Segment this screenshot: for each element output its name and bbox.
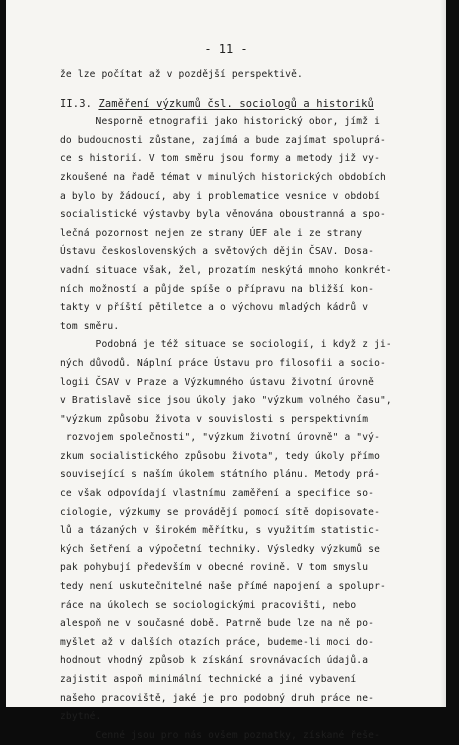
text-line: socialistické výstavby byla věnována oboustranná a spo- (60, 209, 386, 221)
body-lines (60, 113, 440, 745)
text-line: pak pohybují především v obecné rovině. V tom smyslu (60, 562, 369, 574)
text-line: ráce na úkolech se sociologickými pracovišti, nebo (60, 599, 357, 611)
text-line: kých šetření a výpočetní techniky. Výsledky výzkumů se (60, 543, 380, 555)
text-line: hodnout vhodný způsob k získání srovnávacích údajů.a (60, 655, 369, 667)
text-line: Ústavu československých a světových dějin ČSAV. Dosa- (60, 246, 375, 258)
text-line: že lze počítat až v pozdější perspektivě. (60, 69, 303, 80)
text-line: rozvojem společnosti", "výzkum životní úrovně" a "vý- (60, 432, 380, 444)
section-heading (60, 95, 440, 114)
document-page (6, 0, 446, 741)
text-line: zbytné. (60, 711, 102, 723)
text-line: zajistit aspoň minimální technické a jiné vybavení (60, 674, 357, 685)
text-line: ce s historií. V tom směru jsou formy a metody již vy- (60, 153, 380, 165)
text-line: do budoucnosti zůstane, zajímá a bude zajímat spoluprá- (60, 134, 386, 146)
text-line: a bylo by žádoucí, aby i problematice vesnice v období (60, 190, 380, 202)
text-line: logii ČSAV v Praze a Výzkumného ústavu životní úrovně (60, 376, 375, 388)
text-line: vadní situace však, žel, prozatím neskýtá mnoho konkrét- (60, 264, 392, 276)
paragraph-gap (60, 85, 440, 95)
page-number: - 11 - (204, 42, 248, 56)
text-line: ních možností a půjde spíše o přípravu na bližší kon- (60, 283, 375, 295)
text-line: Cenné jsou pro nás ovšem poznatky, získané řeše- (60, 729, 380, 741)
text-line: tom směru. (60, 320, 120, 332)
text-line: Podobná je též situace se sociologií, i když z ji- (60, 339, 392, 351)
text-line: zkum socialistického způsobu života", tedy úkoly přímo (60, 450, 380, 462)
text-line: ce však odpovídají vlastnímu zaměření a specifice so- (60, 488, 375, 500)
section-number: II.3. (60, 97, 99, 110)
text-line: v Bratislavě sice jsou úkoly jako "výzkum volného času", (60, 395, 392, 407)
text-line: zkoušené na řadě témat v minulých historických obdobích (60, 171, 386, 183)
text-line: ciologie, výzkumy se provádějí pomocí sítě dopisovate- (60, 506, 380, 518)
text-line: lečná pozornost nejen ze strany ÚEF ale i ze strany (60, 227, 363, 239)
text-line: takty v příští pětiletce a o výchovu mladých kádrů v (60, 302, 369, 314)
text-line: "výzkum způsobu života v souvislosti s perspektivním (60, 413, 369, 425)
text-line: tedy není uskutečnitelné naše přímé napojení a spolupr- (60, 581, 386, 593)
text-line: alespoň ne v současné době. Patrně bude lze na ně po- (60, 618, 375, 630)
text-line: našeho pracoviště, jaké je pro podobný druh práce ne- (60, 692, 375, 704)
text-line: související s naším úkolem státního plánu. Metody prá- (60, 469, 380, 481)
text-line: lů a tázaných v širokém měřítku, s využitím statistic- (60, 525, 380, 537)
text-line: myšlet až v dalších otazích práce, budeme-li moci do- (60, 636, 375, 648)
section-title: Zaměření výzkumů čsl. sociologů a historiků (98, 97, 374, 110)
page-body (60, 66, 440, 745)
text-line: ných důvodů. Náplní práce Ústavu pro filosofii a socio- (60, 357, 386, 369)
intro-lines (60, 66, 440, 85)
text-line: Nesporně etnografii jako historický obor, jímž i (60, 116, 380, 128)
